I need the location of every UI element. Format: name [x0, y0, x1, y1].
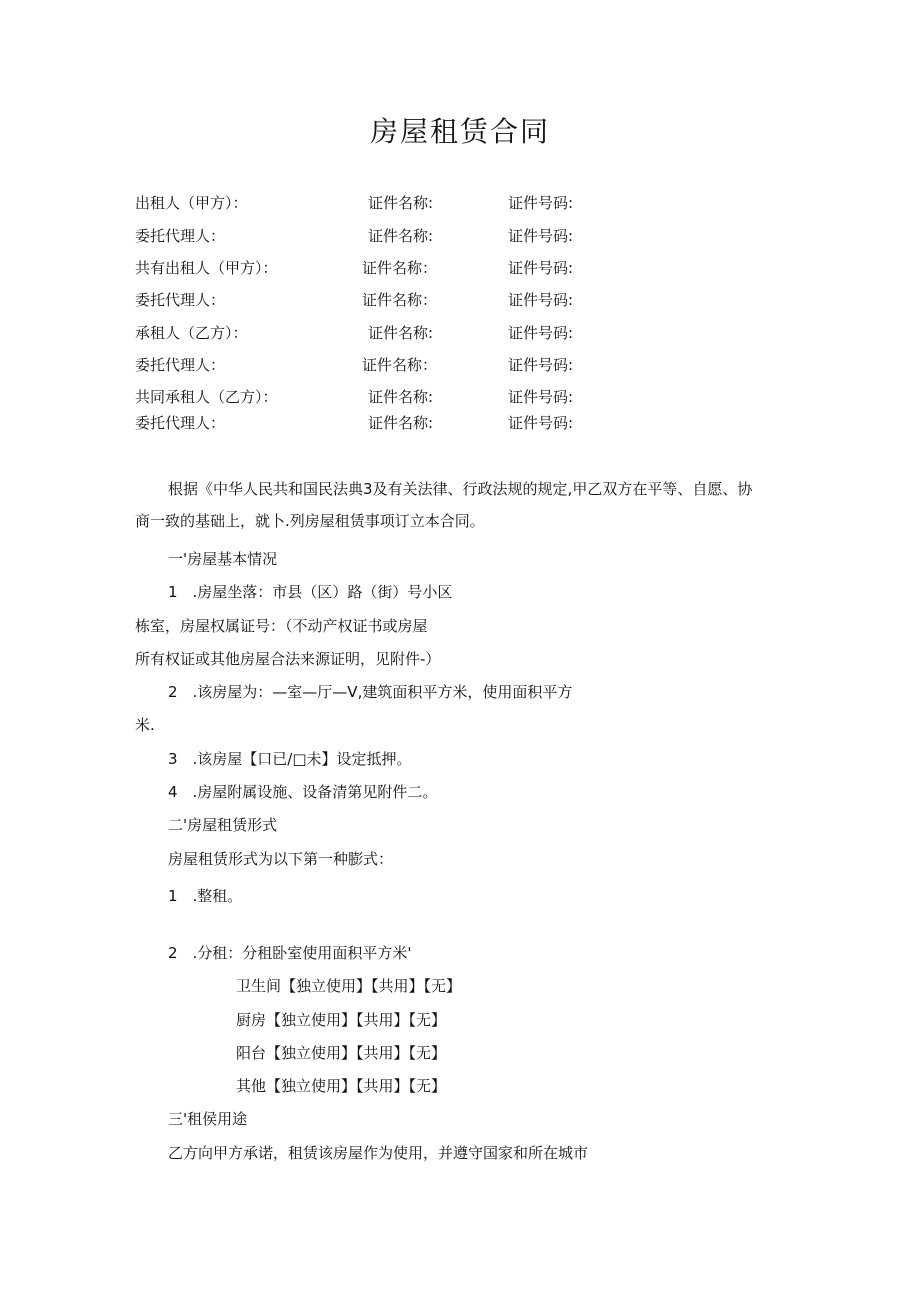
intro-paragraph-line: 根据《中华人民共和国民法典3及有关法律、行政法规的规定,甲乙双方在平等、自愿、协 — [168, 480, 753, 498]
room-option-line: 厨房【独立使用】【共用】【无】 — [236, 1011, 447, 1029]
party-role: 委托代理人： — [135, 227, 226, 245]
clause-line: 3 .该房屋【口已/□未】设定抵押。 — [168, 750, 412, 768]
room-option-line: 卫生间【独立使用】【共用】【无】 — [236, 977, 462, 995]
party-cert-name: 证件名称: — [368, 194, 434, 212]
party-role: 承租人（乙方）： — [135, 324, 248, 342]
party-cert-name: 证件名称: — [368, 227, 434, 245]
party-cert-name: 证件名称： — [362, 356, 438, 374]
party-cert-no: 证件号码: — [508, 324, 574, 342]
party-cert-name: 证件名称: — [368, 414, 434, 432]
document-title: 房屋租赁合同 — [369, 115, 550, 148]
party-role: 委托代理人： — [135, 291, 226, 309]
party-cert-name: 证件名称: — [368, 324, 434, 342]
intro-paragraph-line: 商一致的基础上，就卜.列房屋租赁事项订立本合同。 — [135, 512, 485, 530]
party-cert-no: 证件号码: — [508, 356, 574, 374]
section-heading: 一'房屋基本情况 — [168, 550, 278, 568]
party-cert-no: 证件号码: — [508, 414, 574, 432]
clause-line: 2 .分租：分租卧室使用面积平方米' — [168, 944, 412, 962]
clause-line: 1 .整租。 — [168, 887, 243, 905]
party-cert-no: 证件号码: — [508, 291, 574, 309]
section-heading: 二'房屋租赁形式 — [168, 816, 278, 834]
section-heading: 三'租侯用途 — [168, 1110, 248, 1128]
party-cert-no: 证件号码: — [508, 227, 574, 245]
party-role: 委托代理人： — [135, 356, 226, 374]
clause-line: 所有权证或其他房屋合法来源证明，见附件-） — [135, 650, 441, 668]
party-role: 共同承租人（乙方）： — [135, 388, 278, 406]
party-cert-no: 证件号码: — [508, 388, 574, 406]
room-option-line: 阳台【独立使用】【共用】【无】 — [236, 1044, 447, 1062]
room-option-line: 其他【独立使用】【共用】【无】 — [236, 1077, 447, 1095]
party-cert-name: 证件名称： — [362, 259, 438, 277]
clause-line: 1 .房屋坐落：市县（区）路（街）号小区 — [168, 583, 453, 601]
party-cert-name: 证件名称： — [362, 291, 438, 309]
clause-line: 房屋租赁形式为以下第一种膨式： — [168, 850, 394, 868]
party-role: 委托代理人： — [135, 414, 226, 432]
party-cert-no: 证件号码: — [508, 259, 574, 277]
party-role: 出租人（甲方）： — [135, 194, 248, 212]
party-cert-no: 证件号码: — [508, 194, 574, 212]
clause-line: 4 .房屋附属设施、设备清第见附件二。 — [168, 783, 438, 801]
clause-line: 栋室，房屋权属证号：（不动产权证书或房屋 — [135, 617, 428, 635]
clause-line: 乙方向甲方承诺，租赁该房屋作为使用，并遵守国家和所在城市 — [168, 1144, 589, 1162]
clause-line: 米. — [135, 716, 155, 734]
clause-line: 2 .该房屋为：—室—厅—V,建筑面积平方米，使用面积平方 — [168, 683, 573, 701]
party-cert-name: 证件名称: — [368, 388, 434, 406]
party-role: 共有出租人（甲方）： — [135, 259, 278, 277]
